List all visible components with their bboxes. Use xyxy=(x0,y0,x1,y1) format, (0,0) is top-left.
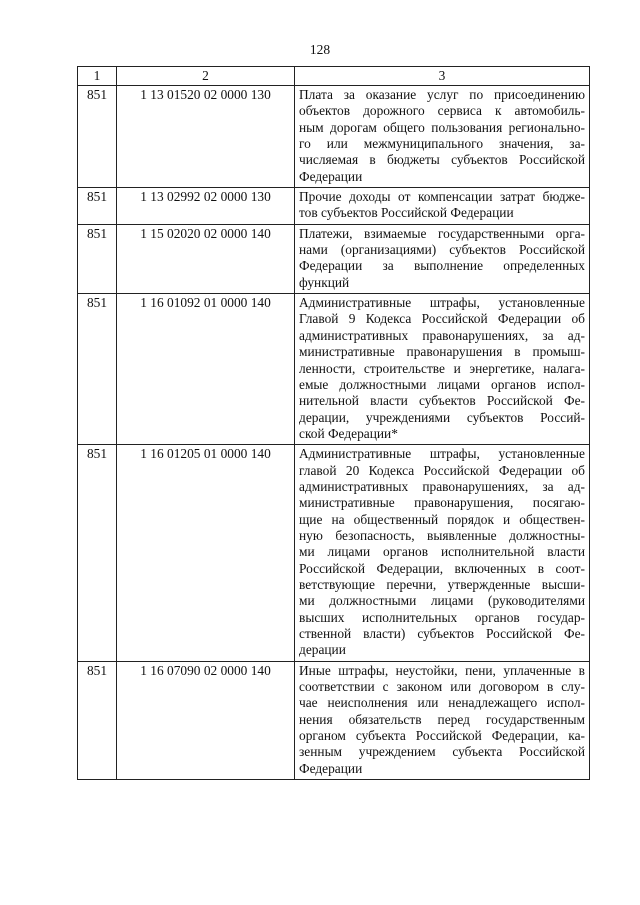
description-line: ми должностными лицами (руководителями xyxy=(299,593,585,609)
admin-code-cell: 851 xyxy=(78,445,117,661)
description-line: Платежи, взимаемые государственными орга- xyxy=(299,225,585,241)
description-line: функций xyxy=(299,274,350,290)
table-row xyxy=(78,224,590,293)
description-line: ную безопасность, выявленные должностны- xyxy=(299,527,585,543)
description-line: органом субъекта Российской Федерации, ка- xyxy=(299,728,585,744)
description-cell xyxy=(295,294,590,445)
column-header-description: 3 xyxy=(295,67,590,86)
description-line: ветствующие перечни, утвержденные высши- xyxy=(299,576,585,592)
description-line: высших исполнительных органов государ- xyxy=(299,609,585,625)
description-line: дерации xyxy=(299,642,346,658)
budget-code-cell: 1 13 01520 02 0000 130 xyxy=(117,86,295,188)
description-line: объектов дорожного сервиса к автомобиль- xyxy=(299,103,585,119)
budget-code-cell: 1 15 02020 02 0000 140 xyxy=(117,224,295,293)
description-line: министративные правонарушения, посягаю- xyxy=(299,495,585,511)
description-line: Административные штрафы, установленные xyxy=(299,446,585,462)
description-line: Прочие доходы от компенсации затрат бюдже- xyxy=(299,189,585,205)
description-line: нительной власти субъектов Российской Фе- xyxy=(299,393,585,409)
table-row xyxy=(78,188,590,225)
description-line: Федерации xyxy=(299,760,363,776)
description-line: административных правонарушениях, за ад- xyxy=(299,478,585,494)
table-row xyxy=(78,445,590,661)
admin-code-cell: 851 xyxy=(78,188,117,225)
description-line: тов субъектов Российской Федерации xyxy=(299,205,514,221)
description-line: ми лицами органов исполнительной власти xyxy=(299,544,585,560)
column-header-code: 2 xyxy=(117,67,295,86)
description-line: Российской Федерации, включенных в соот- xyxy=(299,560,585,576)
budget-code-cell: 1 13 02992 02 0000 130 xyxy=(117,188,295,225)
description-line: Главой 9 Кодекса Российской Федерации об xyxy=(299,311,585,327)
description-cell xyxy=(295,188,590,225)
admin-code-cell: 851 xyxy=(78,86,117,188)
admin-code-cell: 851 xyxy=(78,224,117,293)
description-cell xyxy=(295,661,590,779)
description-line: ской Федерации* xyxy=(299,425,398,441)
description-line: министративные правонарушения в промыш- xyxy=(299,344,585,360)
description-cell xyxy=(295,445,590,661)
description-line: нами (организациями) субъектов Российской xyxy=(299,242,585,258)
description-line: Административные штрафы, установленные xyxy=(299,295,585,311)
description-line: ственной власти) субъектов Российской Фе- xyxy=(299,626,585,641)
description-cell xyxy=(295,224,590,293)
description-line: Федерации xyxy=(299,168,363,184)
description-line: щие на общественный порядок и обществен- xyxy=(299,511,585,527)
description-line: главой 20 Кодекса Российской Федерации об xyxy=(299,462,585,478)
budget-code-cell: 1 16 07090 02 0000 140 xyxy=(117,661,295,779)
description-line: Плата за оказание услуг по присоединению xyxy=(299,87,585,102)
description-line: емые должностными лицами органов испол- xyxy=(299,376,585,392)
budget-code-table xyxy=(77,66,590,780)
description-line: числяемая в бюджеты субъектов Российской xyxy=(299,152,585,168)
table-row xyxy=(78,294,590,445)
description-line: го или межмуниципального значения, за- xyxy=(299,136,585,152)
description-line: ленности, строительстве и энергетике, налага- xyxy=(299,360,585,376)
description-line: чае неисполнения или ненадлежащего испол- xyxy=(299,695,585,711)
description-line: зенным учреждением субъекта Российской xyxy=(299,744,585,760)
description-line: соответствии с законом или договором в слу- xyxy=(299,679,585,695)
description-line: Иные штрафы, неустойки, пени, уплаченные в xyxy=(299,662,585,678)
admin-code-cell: 851 xyxy=(78,294,117,445)
description-line: ным дорогам общего пользования регионально- xyxy=(299,119,585,135)
page-number: 128 xyxy=(309,42,331,57)
description-line: административных правонарушениях, за ад- xyxy=(299,327,585,343)
table-header-row xyxy=(78,67,590,86)
table-row xyxy=(78,661,590,779)
description-line: Федерации за выполнение определенных xyxy=(299,258,585,274)
budget-code-cell: 1 16 01092 01 0000 140 xyxy=(117,294,295,445)
admin-code-cell: 851 xyxy=(78,661,117,779)
table-row xyxy=(78,86,590,188)
budget-code-cell: 1 16 01205 01 0000 140 xyxy=(117,445,295,661)
description-line: дерации, учреждениями субъектов Россий- xyxy=(299,409,585,425)
description-line: нения обязательств перед государственным xyxy=(299,711,585,727)
column-header-admin: 1 xyxy=(78,67,117,86)
description-cell xyxy=(295,86,590,188)
